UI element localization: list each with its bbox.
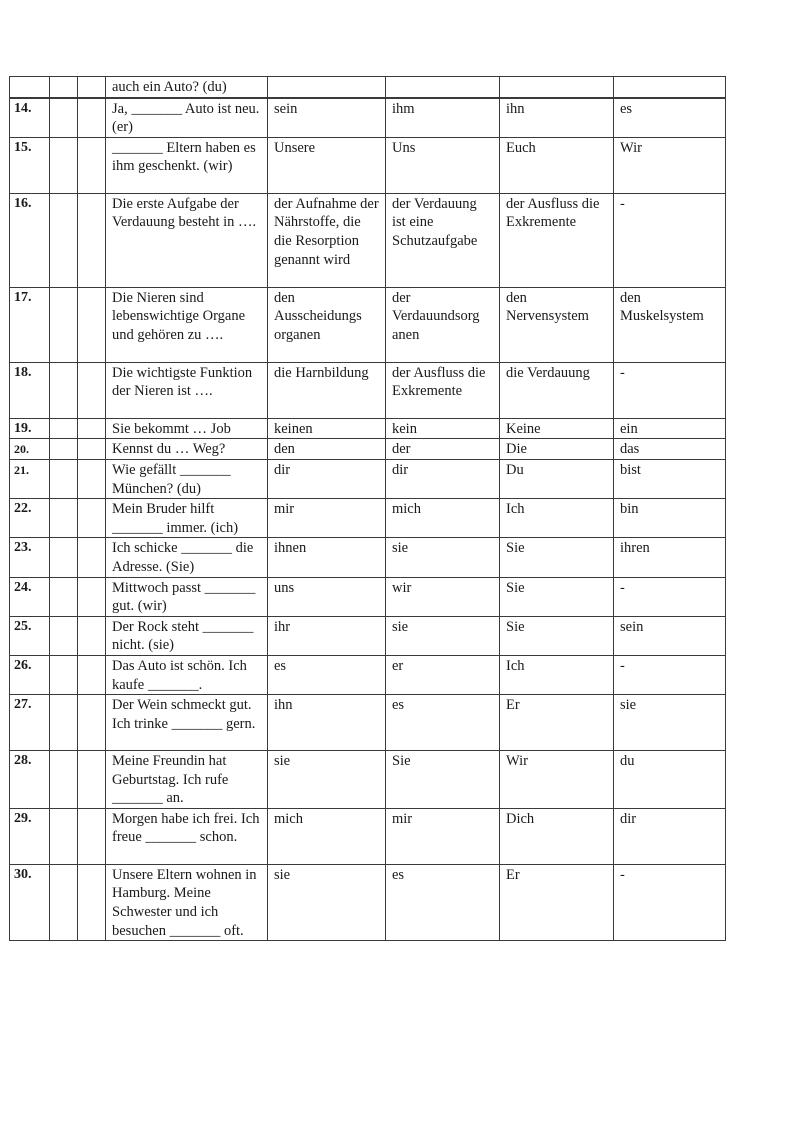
- table-row: [10, 193, 726, 287]
- option-a: ihr: [268, 616, 386, 655]
- option-a: mir: [268, 499, 386, 538]
- blank-cell: [78, 538, 106, 577]
- option-a: sie: [268, 864, 386, 940]
- option-c: Wir: [500, 751, 614, 809]
- blank-cell: [78, 418, 106, 439]
- question-number: 28.: [10, 751, 50, 809]
- option-b: es: [386, 864, 500, 940]
- blank-cell: [50, 439, 78, 460]
- table-row: [10, 577, 726, 616]
- table-row: [10, 439, 726, 460]
- option-d: bin: [614, 499, 726, 538]
- question-number: 20.: [10, 439, 50, 460]
- table-row: [10, 137, 726, 193]
- table-row: [10, 655, 726, 694]
- option-a: sie: [268, 751, 386, 809]
- question-text: Der Wein schmeckt gut. Ich trinke _______ gern.: [106, 695, 268, 751]
- question-number: 18.: [10, 362, 50, 418]
- option-c: Sie: [500, 538, 614, 577]
- option-d: Wir: [614, 137, 726, 193]
- question-number: 19.: [10, 418, 50, 439]
- option-a: es: [268, 655, 386, 694]
- blank-cell: [78, 864, 106, 940]
- question-number: 17.: [10, 287, 50, 362]
- question-text: Ja, _______ Auto ist neu. (er): [106, 98, 268, 138]
- blank-cell: [50, 193, 78, 287]
- option-b: er: [386, 655, 500, 694]
- question-text: Morgen habe ich frei. Ich freue _______ schon.: [106, 808, 268, 864]
- question-text: Unsere Eltern wohnen in Hamburg. Meine Schwester und ich besuchen _______ oft.: [106, 864, 268, 940]
- question-number: 29.: [10, 808, 50, 864]
- option-c: Dich: [500, 808, 614, 864]
- table-row: [10, 287, 726, 362]
- question-text: Die wichtigste Funktion der Nieren ist ….: [106, 362, 268, 418]
- question-text: Das Auto ist schön. Ich kaufe _______.: [106, 655, 268, 694]
- question-number: [10, 77, 50, 98]
- option-d: ihren: [614, 538, 726, 577]
- option-a: keinen: [268, 418, 386, 439]
- option-d: sein: [614, 616, 726, 655]
- question-number: 30.: [10, 864, 50, 940]
- exercise-sheet: [9, 76, 726, 941]
- table-row: [10, 499, 726, 538]
- question-number: 23.: [10, 538, 50, 577]
- option-c: die Verdauung: [500, 362, 614, 418]
- blank-cell: [50, 864, 78, 940]
- question-text: Mein Bruder hilft _______ immer. (ich): [106, 499, 268, 538]
- option-b: [386, 77, 500, 98]
- option-d: -: [614, 864, 726, 940]
- blank-cell: [78, 499, 106, 538]
- blank-cell: [50, 538, 78, 577]
- option-b: der: [386, 439, 500, 460]
- question-text: _______ Eltern haben es ihm geschenkt. (wir): [106, 137, 268, 193]
- option-d: ein: [614, 418, 726, 439]
- blank-cell: [50, 616, 78, 655]
- option-c: Die: [500, 439, 614, 460]
- option-b: kein: [386, 418, 500, 439]
- table-row: [10, 695, 726, 751]
- option-a: ihnen: [268, 538, 386, 577]
- table-row: [10, 418, 726, 439]
- blank-cell: [50, 695, 78, 751]
- table-row: [10, 538, 726, 577]
- table-row: [10, 362, 726, 418]
- option-b: Uns: [386, 137, 500, 193]
- option-d: es: [614, 98, 726, 138]
- option-d: -: [614, 655, 726, 694]
- question-number: 15.: [10, 137, 50, 193]
- option-b: mir: [386, 808, 500, 864]
- question-text: Der Rock steht _______ nicht. (sie): [106, 616, 268, 655]
- option-a: Unsere: [268, 137, 386, 193]
- option-c: der Ausfluss die Exkremente: [500, 193, 614, 287]
- option-d: -: [614, 577, 726, 616]
- blank-cell: [50, 362, 78, 418]
- option-d: -: [614, 193, 726, 287]
- question-text: Sie bekommt … Job: [106, 418, 268, 439]
- blank-cell: [78, 362, 106, 418]
- option-a: dir: [268, 459, 386, 498]
- question-number: 16.: [10, 193, 50, 287]
- option-c: Euch: [500, 137, 614, 193]
- question-number: 27.: [10, 695, 50, 751]
- option-d: dir: [614, 808, 726, 864]
- table-row: [10, 751, 726, 809]
- question-text: Wie gefällt _______ München? (du): [106, 459, 268, 498]
- question-text: Meine Freundin hat Geburtstag. Ich rufe _______ an.: [106, 751, 268, 809]
- table-row: [10, 98, 726, 138]
- blank-cell: [50, 808, 78, 864]
- option-d: du: [614, 751, 726, 809]
- question-text: Mittwoch passt _______ gut. (wir): [106, 577, 268, 616]
- option-c: Sie: [500, 577, 614, 616]
- option-b: sie: [386, 616, 500, 655]
- option-a: sein: [268, 98, 386, 138]
- exercise-table: [9, 76, 726, 941]
- blank-cell: [50, 98, 78, 138]
- option-c: Keine: [500, 418, 614, 439]
- question-text: Die Nieren sind lebenswichtige Organe und gehören zu ….: [106, 287, 268, 362]
- question-number: 24.: [10, 577, 50, 616]
- blank-cell: [50, 77, 78, 98]
- table-row: [10, 616, 726, 655]
- blank-cell: [78, 616, 106, 655]
- option-d: bist: [614, 459, 726, 498]
- table-row: [10, 864, 726, 940]
- option-a: uns: [268, 577, 386, 616]
- option-c: Er: [500, 695, 614, 751]
- blank-cell: [78, 287, 106, 362]
- option-d: [614, 77, 726, 98]
- blank-cell: [50, 287, 78, 362]
- blank-cell: [78, 77, 106, 98]
- blank-cell: [50, 137, 78, 193]
- option-b: der Verdauung ist eine Schutzaufgabe: [386, 193, 500, 287]
- blank-cell: [50, 577, 78, 616]
- option-b: ihm: [386, 98, 500, 138]
- option-a: den Ausscheidungs organen: [268, 287, 386, 362]
- blank-cell: [78, 655, 106, 694]
- option-b: mich: [386, 499, 500, 538]
- option-a: [268, 77, 386, 98]
- option-b: es: [386, 695, 500, 751]
- option-b: sie: [386, 538, 500, 577]
- option-b: der Ausfluss die Exkremente: [386, 362, 500, 418]
- table-row: [10, 77, 726, 98]
- option-b: dir: [386, 459, 500, 498]
- option-c: ihn: [500, 98, 614, 138]
- option-c: [500, 77, 614, 98]
- blank-cell: [50, 459, 78, 498]
- blank-cell: [50, 418, 78, 439]
- question-text: auch ein Auto? (du): [106, 77, 268, 98]
- question-number: 25.: [10, 616, 50, 655]
- question-number: 26.: [10, 655, 50, 694]
- option-d: das: [614, 439, 726, 460]
- option-c: Er: [500, 864, 614, 940]
- question-number: 22.: [10, 499, 50, 538]
- blank-cell: [78, 459, 106, 498]
- question-text: Die erste Aufgabe der Verdauung besteht in ….: [106, 193, 268, 287]
- exercise-rows: [10, 77, 726, 941]
- blank-cell: [78, 439, 106, 460]
- option-c: Du: [500, 459, 614, 498]
- option-b: wir: [386, 577, 500, 616]
- option-d: den Muskelsystem: [614, 287, 726, 362]
- blank-cell: [78, 193, 106, 287]
- option-a: den: [268, 439, 386, 460]
- blank-cell: [78, 98, 106, 138]
- blank-cell: [78, 577, 106, 616]
- option-a: ihn: [268, 695, 386, 751]
- option-a: mich: [268, 808, 386, 864]
- option-d: -: [614, 362, 726, 418]
- question-text: Ich schicke _______ die Adresse. (Sie): [106, 538, 268, 577]
- blank-cell: [78, 751, 106, 809]
- question-number: 21.: [10, 459, 50, 498]
- option-c: den Nervensystem: [500, 287, 614, 362]
- blank-cell: [78, 137, 106, 193]
- blank-cell: [50, 751, 78, 809]
- option-c: Ich: [500, 499, 614, 538]
- option-a: der Aufnahme der Nährstoffe, die die Resorption genannt wird: [268, 193, 386, 287]
- blank-cell: [78, 808, 106, 864]
- option-d: sie: [614, 695, 726, 751]
- option-c: Ich: [500, 655, 614, 694]
- blank-cell: [50, 655, 78, 694]
- blank-cell: [78, 695, 106, 751]
- option-b: Sie: [386, 751, 500, 809]
- option-b: der Verdauundsorg anen: [386, 287, 500, 362]
- blank-cell: [50, 499, 78, 538]
- question-number: 14.: [10, 98, 50, 138]
- question-text: Kennst du … Weg?: [106, 439, 268, 460]
- option-a: die Harnbildung: [268, 362, 386, 418]
- table-row: [10, 808, 726, 864]
- option-c: Sie: [500, 616, 614, 655]
- table-row: [10, 459, 726, 498]
